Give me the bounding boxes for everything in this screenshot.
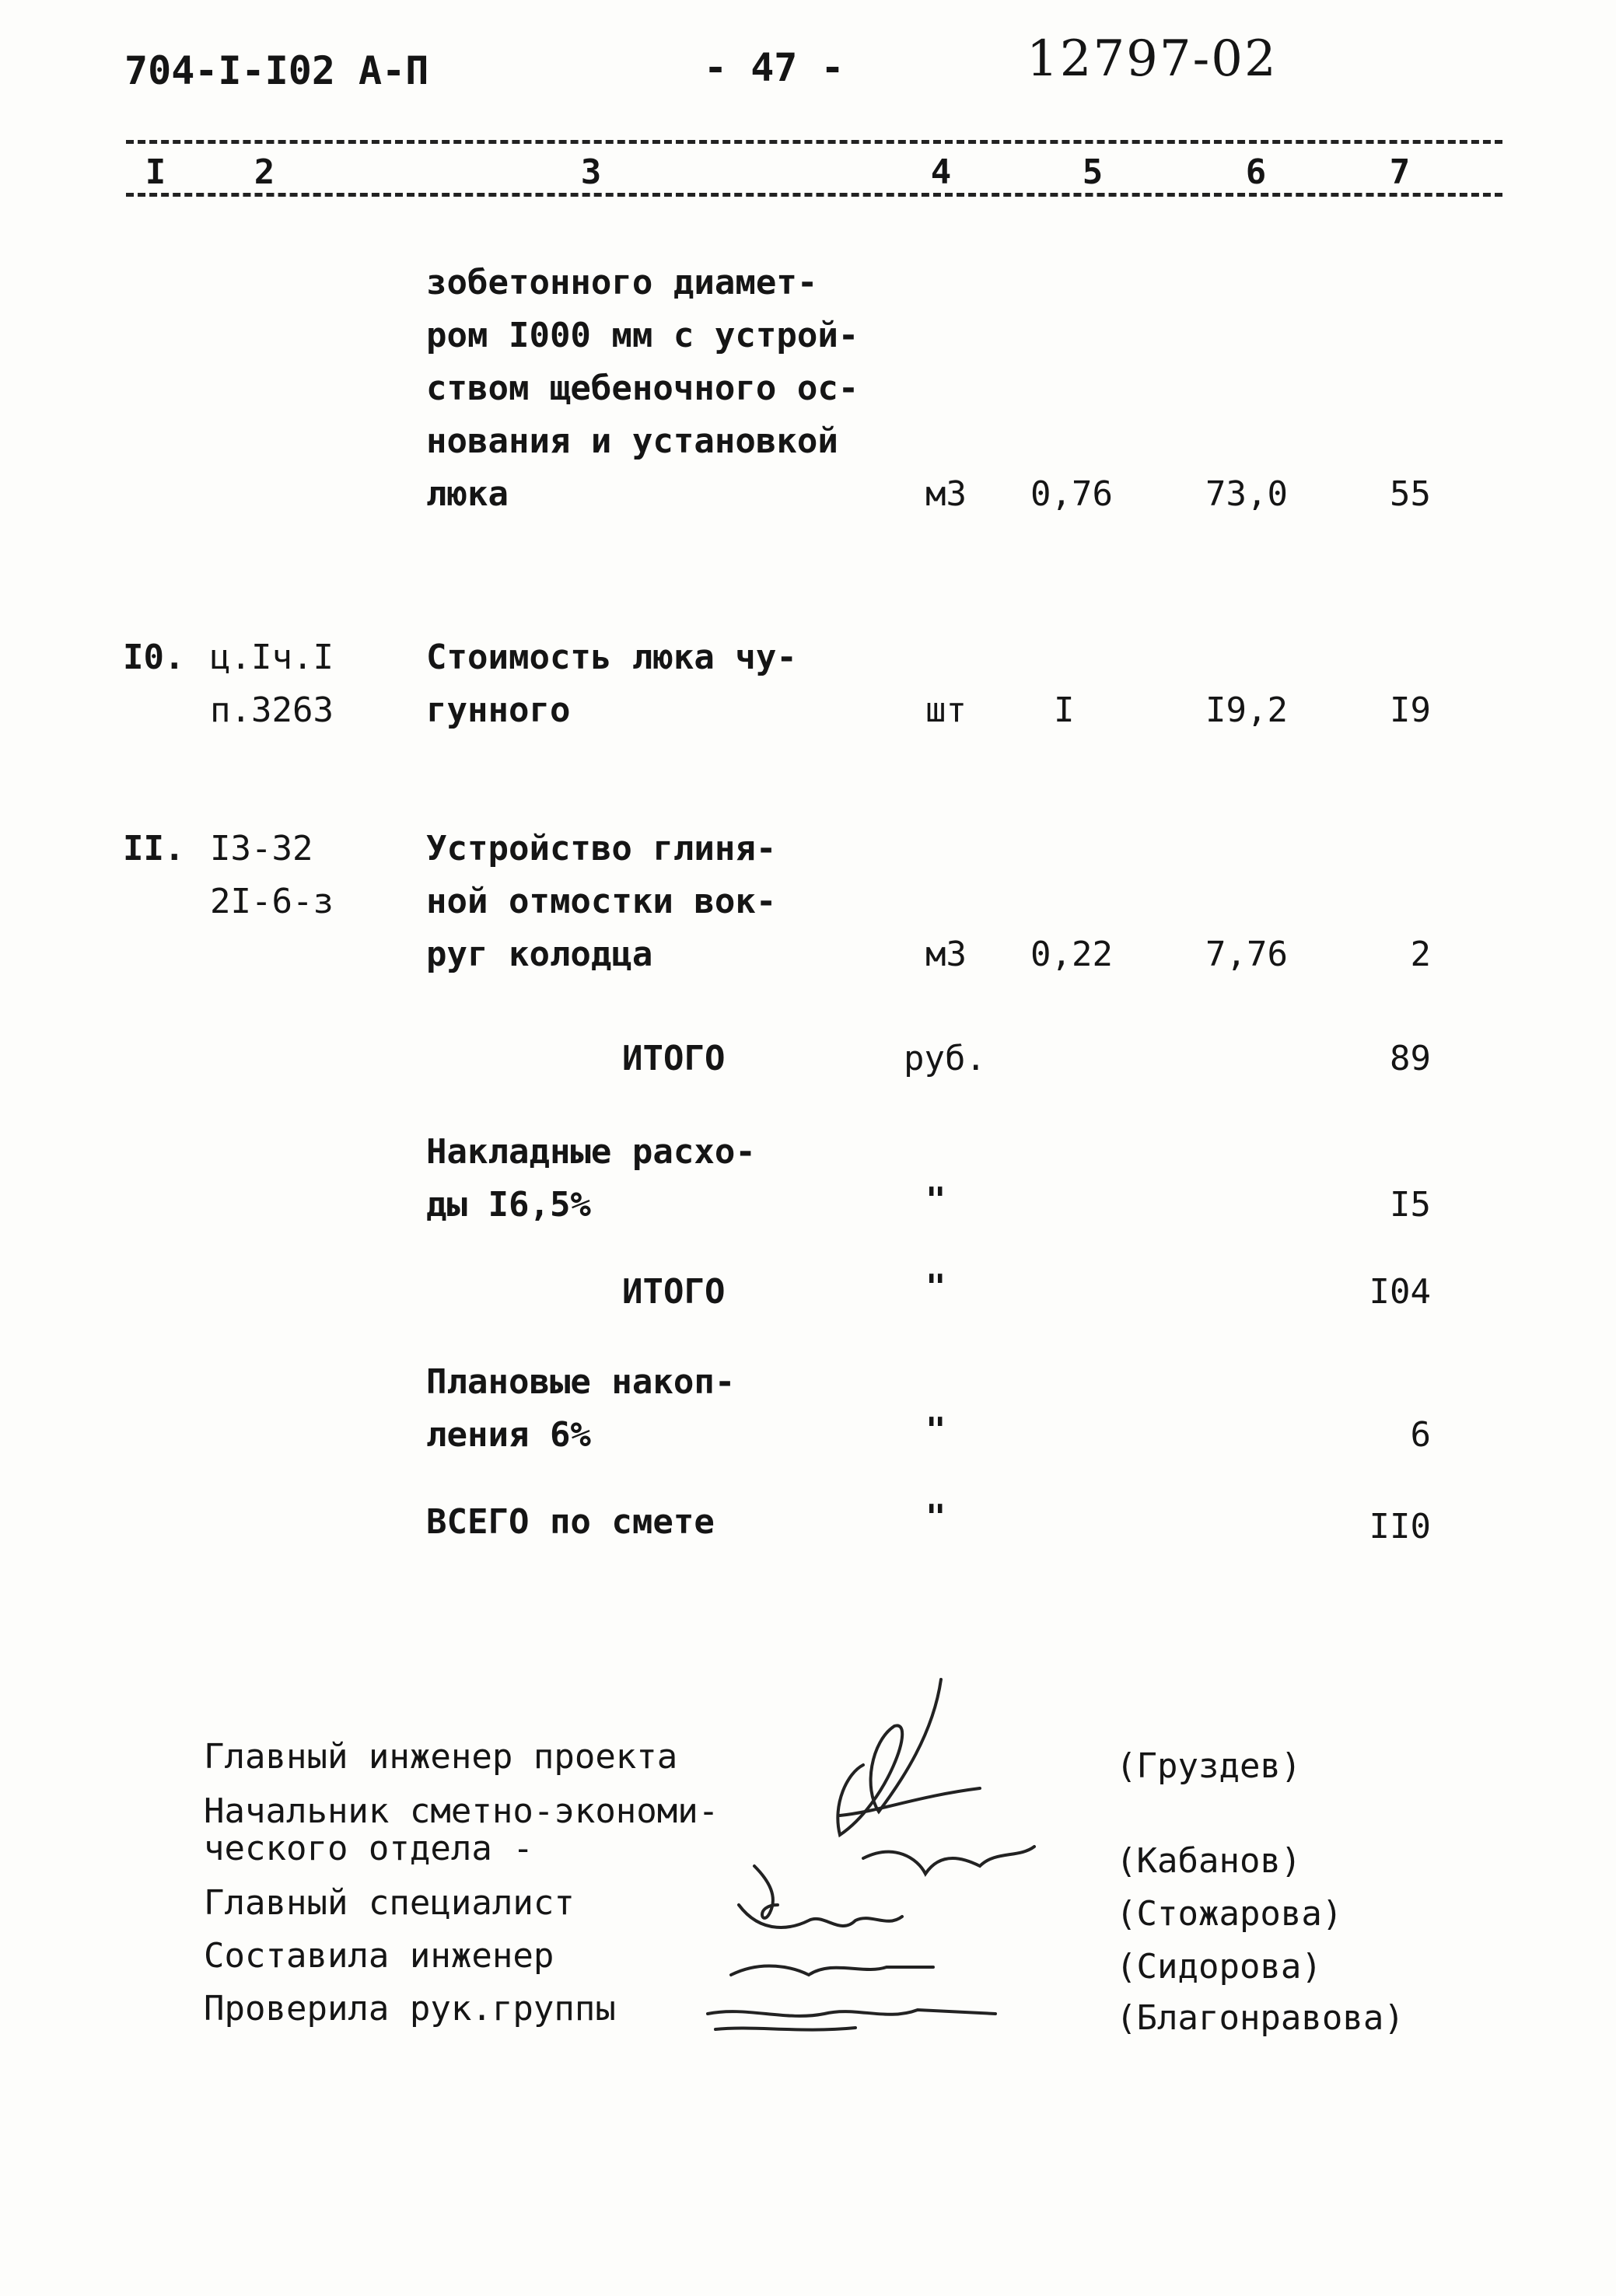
vsego-unit: " <box>925 1497 946 1537</box>
name-kabanov: (Кабанов) <box>1116 1841 1302 1881</box>
row-10-desc-line-1: Стоимость люка чу- <box>426 638 797 677</box>
itogo-total-1: 89 <box>1390 1039 1431 1078</box>
planned-label-line-1: Плановые накоп- <box>426 1362 736 1402</box>
row-11-total: 2 <box>1410 935 1431 974</box>
overhead-label-line-2: ды I6,5% <box>426 1185 591 1225</box>
row-11-desc-line-2: ной отмостки вок- <box>426 882 777 921</box>
itogo-unit-1: руб. <box>904 1039 986 1078</box>
row-1-price: 73,0 <box>1205 474 1288 514</box>
name-gruzdev: (Груздев) <box>1116 1746 1302 1786</box>
planned-unit: " <box>925 1410 946 1450</box>
itogo-label-2: ИТОГО <box>622 1272 726 1312</box>
row-1-desc-line-5: люка <box>426 474 509 514</box>
row-1-desc-line-2: ром I000 мм с устрой- <box>426 316 859 355</box>
row-11-price: 7,76 <box>1205 935 1288 974</box>
row-10-code-line-2: п.3263 <box>210 690 334 730</box>
row-10-price: I9,2 <box>1205 690 1288 730</box>
column-header-6: 6 <box>1245 152 1267 192</box>
row-11-code-line-2: 2I-6-з <box>210 882 334 921</box>
page-number: - 47 - <box>704 45 845 90</box>
row-11-desc-line-1: Устройство глиня- <box>426 829 777 868</box>
row-11-unit: м3 <box>925 935 967 974</box>
vsego-label: ВСЕГО по смете <box>426 1502 715 1542</box>
planned-label-line-2: ления 6% <box>426 1415 591 1455</box>
row-11-code-line-1: I3-32 <box>210 829 313 868</box>
row-11-qty: 0,22 <box>1030 935 1113 974</box>
signatures-image <box>684 1648 1089 2053</box>
row-1-desc-line-1: зобетонного диамет- <box>426 263 818 302</box>
row-10-number: I0. <box>123 638 185 677</box>
overhead-label-line-1: Накладные расхо- <box>426 1132 756 1172</box>
overhead-unit: " <box>925 1180 946 1220</box>
column-header-5: 5 <box>1082 152 1104 192</box>
planned-total: 6 <box>1410 1415 1431 1455</box>
column-header-3: 3 <box>580 152 602 192</box>
name-stozharova: (Стожарова) <box>1116 1894 1343 1934</box>
row-1-desc-line-4: нования и установкой <box>426 421 838 461</box>
row-1-desc-line-3: ством щебеночного ос- <box>426 369 859 408</box>
row-10-unit: шт <box>925 690 967 730</box>
row-10-qty: I <box>1054 690 1075 730</box>
row-10-total: I9 <box>1390 690 1431 730</box>
role-head-estimate-dept-line-2: ческого отдела - <box>204 1829 533 1868</box>
column-header-4: 4 <box>930 152 952 192</box>
name-sidorova: (Сидорова) <box>1116 1947 1322 1987</box>
row-10-code-line-1: ц.Iч.I <box>210 638 334 677</box>
header-dash-bottom <box>126 193 1502 197</box>
itogo-total-2: I04 <box>1369 1272 1431 1312</box>
overhead-total: I5 <box>1390 1185 1431 1225</box>
column-header-1: I <box>145 152 166 192</box>
column-header-7: 7 <box>1389 152 1411 192</box>
vsego-total: II0 <box>1369 1507 1431 1546</box>
role-chief-specialist: Главный специалист <box>204 1883 575 1923</box>
role-compiled-by-engineer: Составила инженер <box>204 1936 554 1976</box>
row-11-number: II. <box>123 829 185 868</box>
row-1-unit: м3 <box>925 474 967 514</box>
name-blagonravova: (Благонравова) <box>1116 1998 1404 2038</box>
role-head-estimate-dept-line-1: Начальник сметно-экономи- <box>204 1791 719 1831</box>
column-header-2: 2 <box>254 152 275 192</box>
header-dash-top <box>126 140 1502 144</box>
row-10-desc-line-2: гунного <box>426 690 571 730</box>
row-11-desc-line-3: руг колодца <box>426 935 653 974</box>
itogo-label-1: ИТОГО <box>622 1039 726 1078</box>
row-1-qty: 0,76 <box>1030 474 1113 514</box>
stamp-number: 12797-02 <box>1027 30 1278 88</box>
role-checked-by-group-head: Проверила рук.группы <box>204 1989 616 2029</box>
document-code: 704-I-I02 А-П <box>124 48 429 93</box>
itogo-unit-2: " <box>925 1267 946 1307</box>
role-chief-engineer: Главный инженер проекта <box>204 1737 678 1777</box>
row-1-total: 55 <box>1390 474 1431 514</box>
